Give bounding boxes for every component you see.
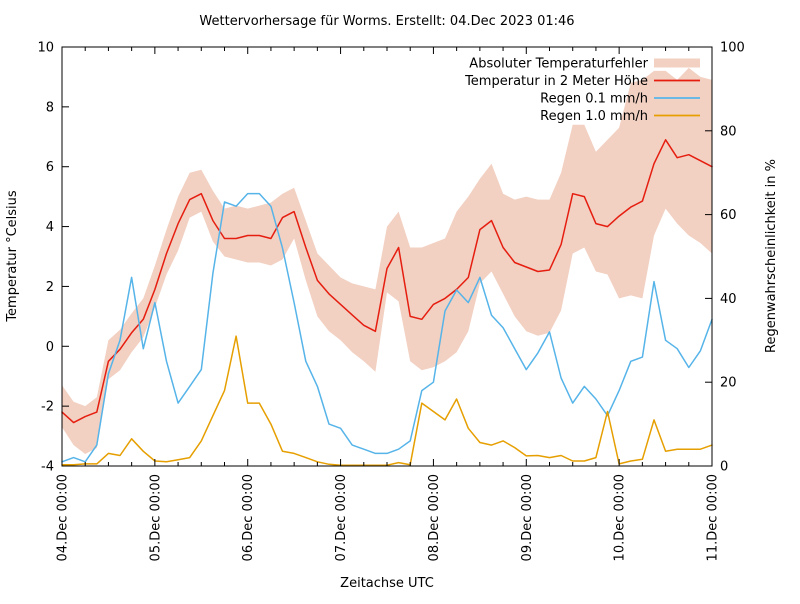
y2-tick-label: 100 (720, 40, 745, 56)
x-tick-label: 11.Dec 00:00 (705, 474, 721, 562)
x-tick-label: 05.Dec 00:00 (148, 474, 164, 562)
y-tick-label: 6 (45, 160, 54, 176)
y-tick-label: 8 (45, 100, 54, 116)
legend-label-temperature: Temperatur in 2 Meter Höhe (465, 74, 648, 89)
x-tick-label: 08.Dec 00:00 (426, 474, 442, 562)
y-tick-label: 10 (37, 40, 54, 56)
y-axis-label: Temperatur °Celsius (5, 190, 20, 322)
y-tick-label: 4 (45, 220, 54, 236)
y2-tick-label: 40 (720, 291, 737, 307)
x-tick-label: 04.Dec 00:00 (55, 474, 71, 562)
y2-tick-label: 0 (720, 459, 729, 475)
y2-axis-label: Regenwahrscheinlichkeit in % (764, 159, 779, 353)
y-tick-label: 0 (45, 339, 54, 355)
y2-tick-label: 80 (720, 124, 737, 140)
legend-label-rain-01: Regen 0.1 mm/h (540, 91, 648, 107)
y-tick-label: -2 (41, 399, 54, 415)
x-tick-label: 10.Dec 00:00 (612, 474, 628, 562)
legend-swatch-temperature-error (654, 59, 700, 68)
legend-label-temperature-error: Absoluter Temperaturfehler (469, 56, 648, 72)
y2-tick-label: 60 (720, 208, 737, 224)
x-tick-label: 09.Dec 00:00 (519, 474, 535, 562)
x-tick-label: 07.Dec 00:00 (334, 474, 350, 562)
x-tick-label: 06.Dec 00:00 (241, 474, 257, 562)
legend-label-rain-10: Regen 1.0 mm/h (540, 109, 648, 124)
y-tick-label: 2 (45, 279, 54, 295)
y2-tick-label: 20 (720, 375, 737, 391)
y-tick-label: -4 (41, 459, 54, 475)
chart-title: Wettervorhersage für Worms. Erstellt: 04.Dec 2023 01:46 (199, 14, 575, 29)
temperature-error-band (62, 68, 712, 454)
x-axis-label: Zeitachse UTC (340, 576, 434, 591)
